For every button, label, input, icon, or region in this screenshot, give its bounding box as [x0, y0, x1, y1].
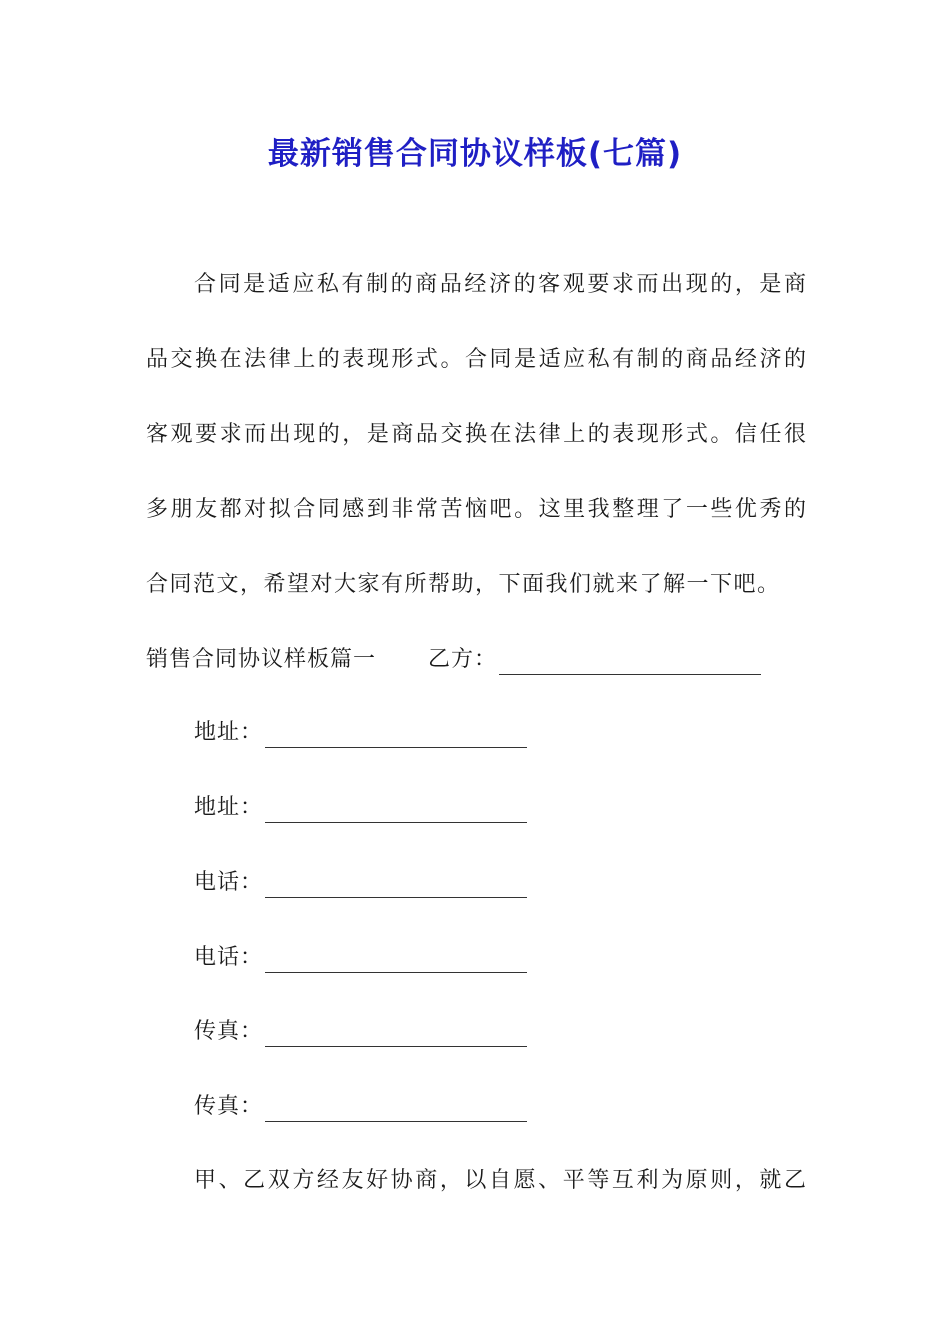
field-label: 传真： — [194, 1094, 264, 1119]
field-label: 电话： — [194, 870, 264, 895]
fax-blank[interactable] — [265, 1024, 527, 1047]
field-label: 地址： — [194, 795, 264, 820]
field-label: 地址： — [194, 720, 264, 745]
intro-line-5: 合同范文，希望对大家有所帮助，下面我们就来了解一下吧。 — [146, 572, 781, 597]
field-row-fax-2 — [194, 1092, 527, 1122]
phone-blank[interactable] — [265, 875, 527, 898]
phone-blank[interactable] — [265, 950, 527, 973]
field-row-phone-1 — [194, 868, 527, 898]
field-label: 传真： — [194, 1019, 264, 1044]
party-b-label: 乙方： — [428, 647, 498, 672]
address-blank[interactable] — [265, 725, 527, 748]
field-row-address-1 — [194, 718, 527, 748]
intro-line-3: 客观要求而出现的，是商品交换在法律上的表现形式。信任很 — [146, 422, 806, 447]
address-blank[interactable] — [265, 800, 527, 823]
field-row-address-2 — [194, 793, 527, 823]
section-heading-row — [146, 645, 761, 675]
intro-line-1: 合同是适应私有制的商品经济的客观要求而出现的，是商 — [194, 272, 806, 297]
section-heading: 销售合同协议样板篇一 — [146, 647, 377, 672]
intro-line-2: 品交换在法律上的表现形式。合同是适应私有制的商品经济的 — [146, 347, 806, 372]
closing-line: 甲、乙双方经友好协商，以自愿、平等互利为原则，就乙 — [194, 1168, 806, 1193]
intro-line-4: 多朋友都对拟合同感到非常苦恼吧。这里我整理了一些优秀的 — [146, 497, 806, 522]
document-title: 最新销售合同协议样板(七篇) — [267, 136, 683, 172]
field-label: 电话： — [194, 945, 264, 970]
fax-blank[interactable] — [265, 1099, 527, 1122]
field-row-fax-1 — [194, 1017, 527, 1047]
field-row-phone-2 — [194, 943, 527, 973]
party-b-blank[interactable] — [499, 652, 761, 675]
